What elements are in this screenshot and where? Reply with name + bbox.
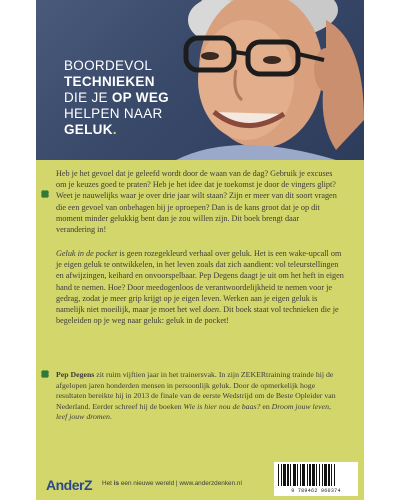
tagline-bold: is — [113, 480, 120, 487]
intro-paragraph: Heb je het gevoel dat je geleefd wordt door de waan van de dag? Gebruik je excuses om je keuzes goed te praten? Heb je het idee dat je toekomst je door de vingers glipt? Weet je nauwelijks waar je over drie jaar wilt staan? Zijn er meer van dit soort vragen die een gevoel van onbehagen bij je oproepen? Dan is de kans groot dat je op dit moment minder gelukkig bent dan je zou willen zijn. Dit boek brengt daar verandering in! — [56, 169, 337, 235]
back-cover — [36, 0, 364, 500]
tagline-text-b: een nieuwe wereld | www.anderzdenken.nl — [119, 480, 242, 487]
description-text-b: . Dit boek staat vol technieken die je begeleiden op je weg naar geluk: geluk in de pocket! — [56, 305, 339, 326]
description-text-a: is geen rozegekleurd verhaal over geluk. Het is een wake-upcall om je eigen geluk te ontwikkelen, in het leven zoals dat zich aandient: vol teleurstellingen en afwijzingen, keihard en onvoorspelbaar. Pep Degens daagt je uit om het heft in eigen hand te nemen. Hoe? Door meedogenloos de verantwoordelijkheid te nemen voor je gedrag, zodat je meer grip krijgt op je eigen leven. Werken aan je eigen geluk is namelijk niet moeilijk, maar je moet het wel — [56, 249, 344, 315]
logo-text-z: Z — [83, 477, 93, 493]
clover-icon — [40, 189, 50, 199]
author-bio-paragraph — [56, 370, 344, 423]
headline-emphasis-technieken: TECHNIEKEN — [64, 74, 155, 89]
isbn-barcode — [274, 462, 358, 496]
headline-dot: . — [112, 122, 117, 137]
book-title-italic: Geluk in de pocket — [56, 249, 118, 258]
tagline-text-a: Het — [102, 480, 114, 487]
barcode-number: 9 789462 960374 — [291, 488, 341, 494]
doen-italic: doen — [203, 305, 220, 315]
headline-text-die-je: DIE JE — [64, 90, 112, 105]
headline — [64, 58, 264, 138]
headline-line-2 — [64, 74, 264, 90]
bio-text-b: en — [260, 401, 272, 411]
publisher-tagline — [102, 480, 242, 487]
book-title-1: Wie is hier nou de baas? — [183, 401, 261, 411]
logo-text-ander: Ander — [46, 477, 84, 493]
barcode-bars — [278, 464, 354, 488]
headline-line-1: BOORDEVOL — [64, 58, 153, 73]
headline-line-5 — [64, 122, 264, 138]
description-paragraph — [56, 248, 344, 326]
bio-text-c: . — [109, 412, 112, 422]
book-title-2: Droom jouw leven, leef jouw dromen — [56, 401, 331, 422]
publisher-logo — [46, 477, 92, 493]
headline-line-4: HELPEN NAAR — [64, 106, 163, 121]
headline-emphasis-geluk: GELUK — [64, 122, 113, 137]
headline-line-3 — [64, 90, 264, 106]
bio-text-a: zit ruim vijftien jaar in het trainersvak. In zijn ZEKERtraining trainde hij de afgelopen jaren honderden mensen in persoonlijk geluk. Door de opmerkelijk hoge resultaten bereikte hij in 2013 de finale van de eerste Wedstrijd om de Beste Opleider van Nederland. Eerder schreef hij de boeken — [56, 370, 336, 411]
clover-icon — [40, 369, 50, 379]
author-name: Pep Degens — [56, 370, 95, 379]
headline-emphasis-op-weg: OP WEG — [111, 90, 169, 105]
